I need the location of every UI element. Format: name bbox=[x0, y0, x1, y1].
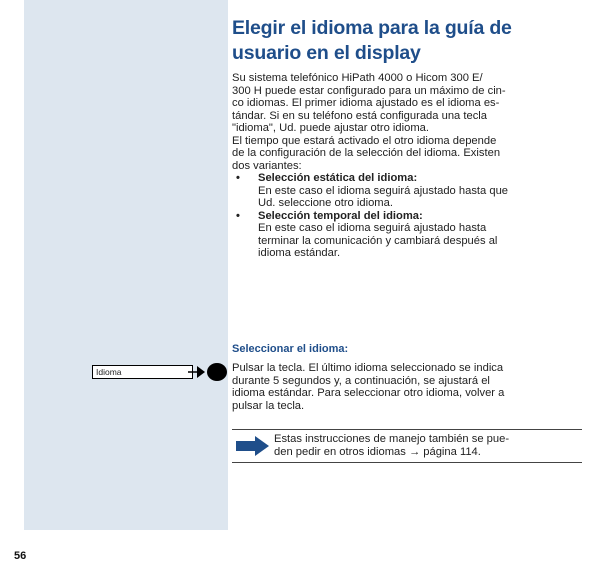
variant-name: Selección estática del idioma: bbox=[258, 172, 418, 184]
intro-line: 300 H puede estar configurado para un máximo de cin- bbox=[232, 84, 506, 97]
page-number: 56 bbox=[14, 550, 27, 562]
idioma-key-label: Idioma bbox=[92, 365, 193, 379]
intro-line: dos variantes: bbox=[232, 159, 302, 172]
intro-text bbox=[232, 72, 584, 260]
note-divider-top bbox=[232, 429, 582, 430]
left-margin-panel bbox=[24, 0, 228, 530]
step-line: pulsar la tecla. bbox=[232, 399, 305, 412]
variant-desc-line: terminar la comunicación y cambiará después al bbox=[258, 234, 498, 247]
bullet-icon: • bbox=[236, 172, 240, 184]
intro-line: de la configuración de la selección del idioma. Existen bbox=[232, 147, 501, 159]
step-line: Pulsar la tecla. El último idioma seleccionado se indica bbox=[232, 362, 504, 374]
note-line: den pedir en otros idiomas → página 114. bbox=[274, 445, 481, 458]
note-text bbox=[274, 433, 580, 458]
variants-list bbox=[232, 172, 584, 260]
press-key-icon bbox=[188, 362, 228, 382]
page-title: Elegir el idioma para la guía de usuario en el display bbox=[232, 17, 512, 64]
note-line: Estas instrucciones de manejo también se pue- bbox=[274, 433, 510, 445]
step-instructions bbox=[232, 362, 584, 412]
variant-item-static bbox=[232, 172, 584, 210]
intro-line: co idiomas. El primer idioma ajustado es el idioma es- bbox=[232, 97, 500, 109]
variant-desc-line: Ud. seleccione otro idioma. bbox=[258, 197, 393, 209]
intro-line: Su sistema telefónico HiPath 4000 o Hicom 300 E/ bbox=[232, 72, 483, 84]
step-line: idioma estándar. Para seleccionar otro idioma, volver a bbox=[232, 387, 505, 399]
variant-name: Selección temporal del idioma: bbox=[258, 209, 423, 222]
variant-desc-line: En este caso el idioma seguirá ajustado hasta que bbox=[258, 184, 509, 197]
intro-line: tándar. Si en su teléfono está configurada una tecla bbox=[232, 109, 488, 122]
section-heading: Seleccionar el idioma: bbox=[232, 343, 349, 355]
bullet-icon: • bbox=[236, 209, 240, 222]
variant-desc-line: idioma estándar. bbox=[258, 247, 341, 259]
intro-line: El tiempo que estará activado el otro idioma depende bbox=[232, 134, 497, 147]
step-line: durante 5 segundos y, a continuación, se ajustará el bbox=[232, 374, 490, 387]
intro-line: "idioma", Ud. puede ajustar otro idioma. bbox=[232, 122, 429, 134]
variant-desc-line: En este caso el idioma seguirá ajustado hasta bbox=[258, 222, 487, 234]
note-arrow-icon bbox=[236, 436, 270, 456]
variant-item-temporary bbox=[232, 210, 584, 260]
note-divider-bottom bbox=[232, 462, 582, 463]
